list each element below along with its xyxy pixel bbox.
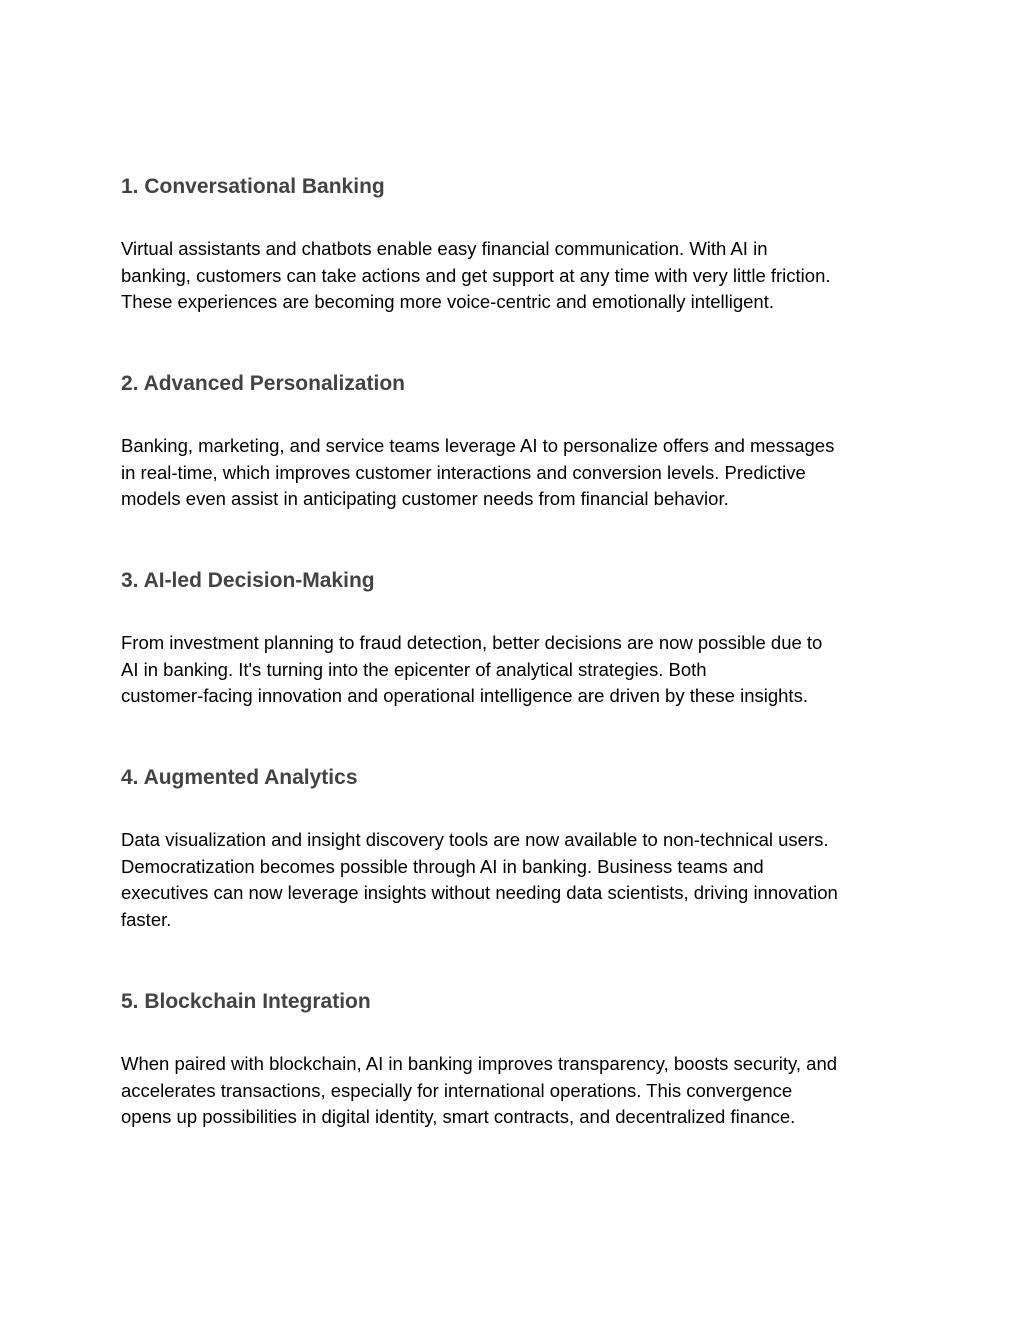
section-paragraph (121, 630, 911, 710)
section-heading: 1. Conversational Banking (121, 175, 385, 198)
section-paragraph (121, 433, 911, 513)
section-augmented-analytics (121, 765, 911, 933)
paragraph-line: Data visualization and insight discovery tools are now available to non-technical users. (121, 829, 829, 850)
section-heading: 2. Advanced Personalization (121, 372, 405, 395)
section-paragraph (121, 827, 911, 933)
paragraph-line: opens up possibilities in digital identity, smart contracts, and decentralized finance. (121, 1106, 796, 1127)
paragraph-line: faster. (121, 908, 172, 930)
paragraph-line: customer-facing innovation and operational intelligence are driven by these insights. (121, 685, 808, 706)
paragraph-line: Banking, marketing, and service teams leverage AI to personalize offers and messages (121, 435, 835, 456)
paragraph-line: AI in banking. It's turning into the epicenter of analytical strategies. Both (121, 658, 707, 680)
paragraph-line: accelerates transactions, especially for international operations. This convergence (121, 1079, 793, 1101)
section-heading: 4. Augmented Analytics (121, 766, 358, 789)
section-conversational-banking (121, 174, 911, 316)
section-heading: 3. AI-led Decision-Making (121, 569, 375, 592)
section-heading: 5. Blockchain Integration (121, 990, 371, 1013)
section-blockchain-integration (121, 989, 911, 1131)
paragraph-line: When paired with blockchain, AI in banking improves transparency, boosts security, and (121, 1053, 838, 1074)
section-advanced-personalization (121, 371, 911, 513)
paragraph-line: executives can now leverage insights without needing data scientists, driving innovation (121, 882, 838, 903)
paragraph-line: banking, customers can take actions and get support at any time with very little friction. (121, 264, 831, 286)
paragraph-line: in real-time, which improves customer interactions and conversion levels. Predictive (121, 461, 806, 483)
section-paragraph (121, 1051, 911, 1131)
paragraph-line: These experiences are becoming more voice-centric and emotionally intelligent. (121, 291, 774, 312)
paragraph-line: From investment planning to fraud detection, better decisions are now possible due to (121, 632, 823, 653)
paragraph-line: models even assist in anticipating customer needs from financial behavior. (121, 488, 729, 509)
paragraph-line: Democratization becomes possible through AI in banking. Business teams and (121, 855, 764, 877)
paragraph-line: Virtual assistants and chatbots enable easy financial communication. With AI in (121, 238, 768, 259)
section-ai-led-decision-making (121, 568, 911, 710)
section-paragraph (121, 236, 911, 316)
